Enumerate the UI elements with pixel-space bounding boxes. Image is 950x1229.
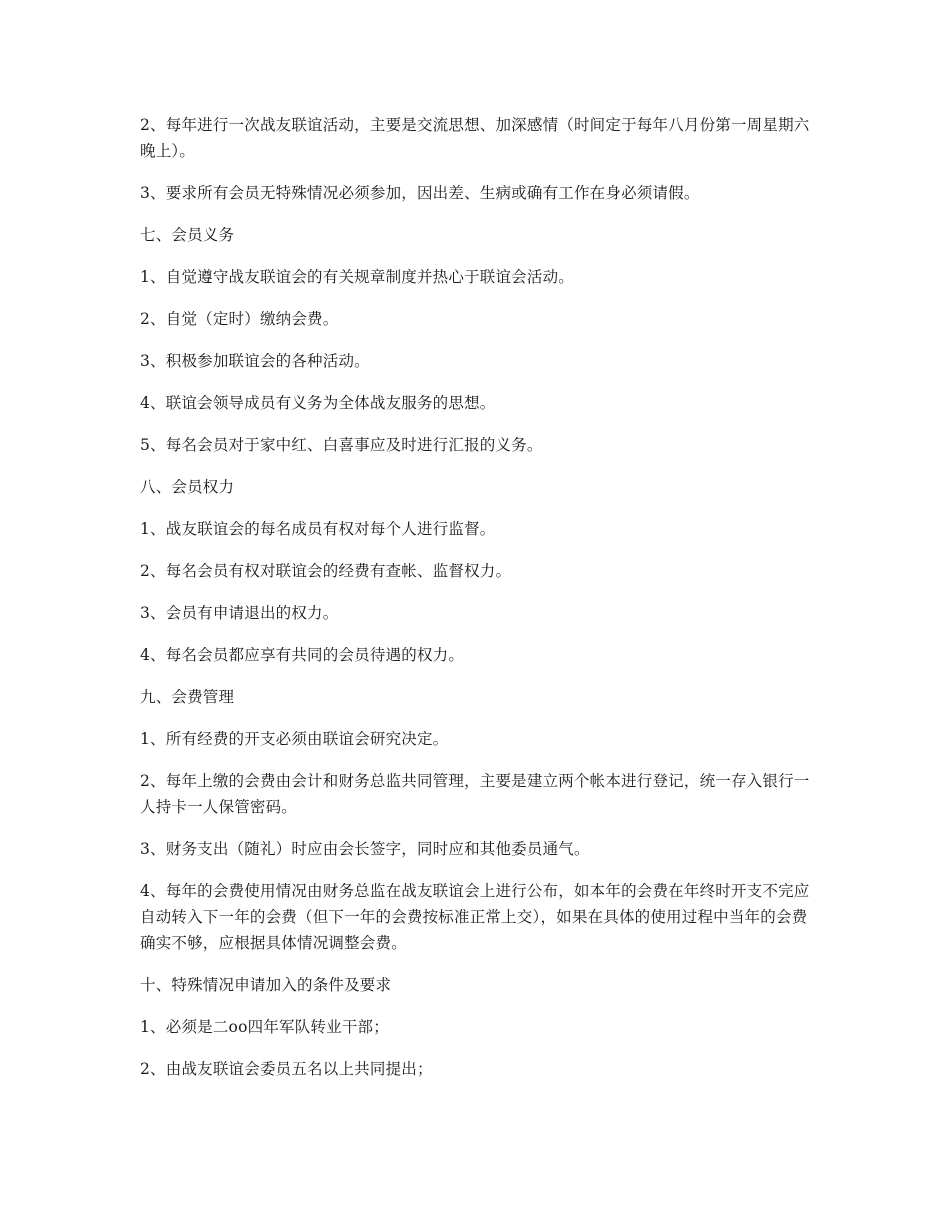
section-heading-member-obligations: 七、会员义务 xyxy=(140,226,235,244)
paragraph-right-2: 2、每名会员有权对联谊会的经费有查帐、监督权力。 xyxy=(140,562,512,580)
section-heading-special-admission: 十、特殊情况申请加入的条件及要求 xyxy=(140,976,392,994)
paragraph-obligation-4: 4、联谊会领导成员有义务为全体战友服务的思想。 xyxy=(140,394,496,412)
paragraph-attendance-requirement: 3、要求所有会员无特殊情况必须参加，因出差、生病或确有工作在身必须请假。 xyxy=(140,184,700,202)
section-heading-member-rights: 八、会员权力 xyxy=(140,478,235,496)
section-heading-fee-management: 九、会费管理 xyxy=(140,688,235,706)
paragraph-right-3: 3、会员有申请退出的权力。 xyxy=(140,604,339,622)
document-body xyxy=(140,112,810,1098)
paragraph-special-1: 1、必须是二oo四年军队转业干部； xyxy=(140,1018,389,1036)
paragraph-activity-annual: 2、每年进行一次战友联谊活动，主要是交流思想、加深感情（时间定于每年八月份第一周星期六晚上）。 xyxy=(140,116,810,160)
paragraph-fee-4: 4、每年的会费使用情况由财务总监在战友联谊会上进行公布，如本年的会费在年终时开支不完应自动转入下一年的会费（但下一年的会费按标准正常上交），如果在具体的使用过程中当年的会费确实不够，应根据具体情况调整会费。 xyxy=(140,882,810,952)
paragraph-fee-2: 2、每年上缴的会费由会计和财务总监共同管理，主要是建立两个帐本进行登记，统一存入银行一人持卡一人保管密码。 xyxy=(140,772,810,816)
paragraph-special-2: 2、由战友联谊会委员五名以上共同提出； xyxy=(140,1060,433,1078)
paragraph-obligation-5: 5、每名会员对于家中红、白喜事应及时进行汇报的义务。 xyxy=(140,436,543,454)
paragraph-obligation-2: 2、自觉（定时）缴纳会费。 xyxy=(140,310,339,328)
paragraph-right-1: 1、战友联谊会的每名成员有权对每个人进行监督。 xyxy=(140,520,496,538)
paragraph-obligation-3: 3、积极参加联谊会的各种活动。 xyxy=(140,352,370,370)
paragraph-right-4: 4、每名会员都应享有共同的会员待遇的权力。 xyxy=(140,646,465,664)
paragraph-fee-3: 3、财务支出（随礼）时应由会长签字，同时应和其他委员通气。 xyxy=(140,840,590,858)
paragraph-fee-1: 1、所有经费的开支必须由联谊会研究决定。 xyxy=(140,730,449,748)
paragraph-obligation-1: 1、自觉遵守战友联谊会的有关规章制度并热心于联谊会活动。 xyxy=(140,268,574,286)
